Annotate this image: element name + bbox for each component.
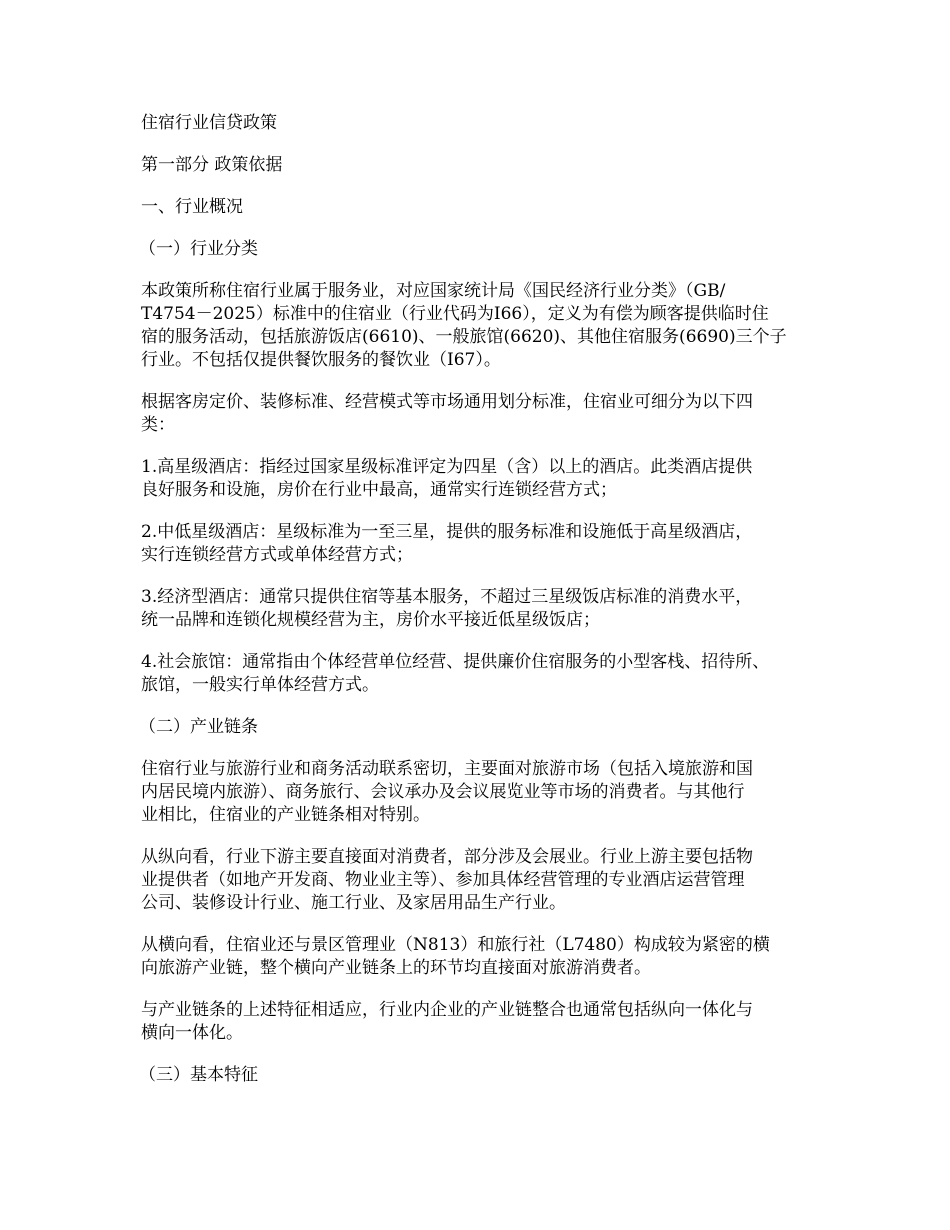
document-title: 住宿行业信贷政策 xyxy=(141,113,277,133)
paragraph-vertical-chain xyxy=(141,846,817,915)
text-line: 1.高星级酒店：指经过国家星级标准评定为四星（含）以上的酒店。此类酒店提供 xyxy=(141,457,753,477)
text-line: 与产业链条的上述特征相适应，行业内企业的产业链整合也通常包括纵向一体化与 xyxy=(141,1000,753,1020)
text-line: 实行连锁经营方式或单体经营方式； xyxy=(141,545,413,565)
text-line: T4754－2025）标准中的住宿业（行业代码为I66），定义为有偿为顾客提供临时住 xyxy=(141,304,769,324)
section-heading: 一、行业概况 xyxy=(141,197,243,217)
text-line: 内居民境内旅游）、商务旅行、会议承办及会议展览业等市场的消费者。与其他行 xyxy=(141,782,745,802)
text-line: 本政策所称住宿行业属于服务业，对应国家统计局《国民经济行业分类》（GB/ xyxy=(141,281,726,301)
text-line: 良好服务和设施，房价在行业中最高，通常实行连锁经营方式； xyxy=(141,480,617,500)
text-line: 业相比，住宿业的产业链条相对特别。 xyxy=(141,805,430,825)
text-line: 住宿行业与旅游行业和商务活动联系密切，主要面对旅游市场（包括入境旅游和国 xyxy=(141,759,753,779)
list-item-mid-low-star-hotel xyxy=(141,521,817,567)
subsection-heading-basic-features: （三）基本特征 xyxy=(139,1065,258,1085)
paragraph-industry-definition xyxy=(141,280,817,372)
text-line: 类： xyxy=(141,415,175,435)
text-line: 从横向看，住宿业还与景区管理业（N813）和旅行社（L7480）构成较为紧密的横 xyxy=(141,935,770,955)
text-line: 从纵向看，行业下游主要直接面对消费者，部分涉及会展业。行业上游主要包括物 xyxy=(141,847,753,867)
paragraph-horizontal-chain xyxy=(141,934,817,980)
paragraph-chain-integration xyxy=(141,999,817,1045)
part-heading: 第一部分 政策依据 xyxy=(141,155,283,175)
text-line: 横向一体化。 xyxy=(141,1023,243,1043)
list-item-social-inn xyxy=(141,651,817,697)
text-line: 公司、装修设计行业、施工行业、及家居用品生产行业。 xyxy=(141,893,566,913)
text-line: 统一品牌和连锁化规模经营为主，房价水平接近低星级饭店； xyxy=(141,610,600,630)
text-line: 3.经济型酒店：通常只提供住宿等基本服务，不超过三星级饭店标准的消费水平， xyxy=(141,587,753,607)
list-item-high-star-hotel xyxy=(141,456,817,502)
text-line: 2.中低星级酒店：星级标准为一至三星，提供的服务标准和设施低于高星级酒店， xyxy=(141,522,753,542)
text-line: 根据客房定价、装修标准、经营模式等市场通用划分标准，住宿业可细分为以下四 xyxy=(141,392,753,412)
list-item-economy-hotel xyxy=(141,586,817,632)
text-line: 旅馆，一般实行单体经营方式。 xyxy=(141,675,379,695)
text-line: 行业。不包括仅提供餐饮服务的餐饮业（I67）。 xyxy=(141,350,501,370)
paragraph-chain-overview xyxy=(141,758,817,827)
paragraph-subdivision-intro xyxy=(141,391,817,437)
text-line: 向旅游产业链，整个横向产业链条上的环节均直接面对旅游消费者。 xyxy=(141,958,651,978)
text-line: 业提供者（如地产开发商、物业业主等）、参加具体经营管理的专业酒店运营管理 xyxy=(141,870,745,890)
subsection-heading-classification: （一）行业分类 xyxy=(139,239,258,259)
subsection-heading-industry-chain: （二）产业链条 xyxy=(139,717,258,737)
text-line: 宿的服务活动，包括旅游饭店(6610)、一般旅馆(6620)、其他住宿服务(6690)三个子 xyxy=(141,327,787,347)
document-body xyxy=(141,112,817,1106)
text-line: 4.社会旅馆：通常指由个体经营单位经营、提供廉价住宿服务的小型客栈、招待所、 xyxy=(141,652,770,672)
